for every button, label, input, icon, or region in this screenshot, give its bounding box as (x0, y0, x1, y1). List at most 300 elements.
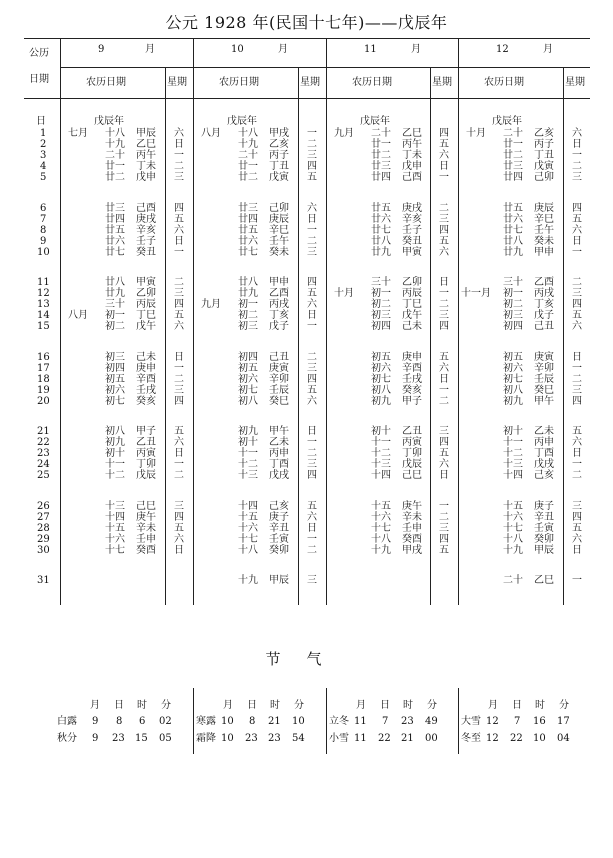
weekday: 六 (572, 533, 582, 545)
jieqi-month: 11 (354, 716, 367, 727)
jieqi-col-header: 时 (403, 700, 413, 711)
ganzhi: 甲寅 (136, 277, 156, 288)
lunar-day: 三十 (371, 277, 391, 288)
weekday-header: 星期 (167, 77, 187, 88)
jieqi-month: 12 (486, 716, 499, 727)
lunar-day: 廿九 (105, 288, 125, 300)
weekday: 二 (307, 139, 317, 151)
weekday: 日 (174, 139, 184, 151)
lunar-day: 廿六 (371, 213, 391, 225)
jieqi-col-header: 时 (270, 700, 280, 711)
weekday: 六 (174, 533, 184, 545)
lunar-day: 廿二 (503, 150, 523, 162)
month-label: 月 (411, 44, 421, 55)
lunar-day: 初二 (371, 299, 391, 311)
day-number: 18 (37, 373, 50, 385)
ganzhi: 乙丑 (402, 426, 422, 437)
lunar-day: 初一 (503, 288, 523, 300)
ganzhi: 辛巳 (269, 224, 289, 236)
weekday: 一 (307, 128, 317, 139)
weekday: 六 (572, 224, 582, 236)
lunar-day: 十八 (371, 533, 391, 545)
day-number: 31 (37, 575, 50, 586)
lunar-day: 廿五 (238, 224, 258, 236)
lunar-day: 初十 (371, 426, 391, 437)
jieqi-name: 小雪 (329, 733, 349, 744)
ganzhi: 辛亥 (136, 224, 156, 236)
ganzhi: 乙未 (269, 437, 289, 449)
weekday: 五 (307, 288, 317, 300)
lunar-day: 初八 (371, 384, 391, 396)
weekday: 五 (439, 544, 449, 556)
weekday: 六 (439, 459, 449, 471)
weekday: 二 (572, 470, 582, 482)
jieqi-name: 大雪 (461, 716, 481, 727)
jieqi-hour: 21 (401, 733, 414, 744)
lunar-day: 廿四 (371, 172, 391, 184)
ganzhi: 己巳 (402, 470, 422, 482)
lunar-day: 初七 (105, 395, 125, 407)
ganzhi: 戊戌 (534, 459, 554, 471)
month-number: 10 (231, 44, 244, 55)
day-number: 30 (37, 544, 50, 556)
lunar-day: 初一 (105, 310, 125, 322)
jieqi-day: 22 (378, 733, 391, 744)
jieqi-minute: 00 (425, 733, 438, 744)
jieqi-hour: 6 (139, 716, 146, 727)
lunar-date-header: 农历日期 (86, 77, 126, 88)
ganzhi: 戊午 (402, 310, 422, 322)
ganzhi: 己巳 (136, 500, 156, 512)
weekday: 五 (174, 213, 184, 225)
weekday: 五 (307, 384, 317, 396)
ganzhi: 戊戌 (269, 470, 289, 482)
ganzhi: 辛丑 (534, 511, 554, 523)
lunar-day: 初五 (371, 351, 391, 363)
day-number: 4 (40, 161, 47, 173)
lunar-day: 十一 (238, 448, 258, 460)
day-number: 27 (37, 511, 50, 523)
weekday: 三 (174, 172, 184, 184)
ganzhi: 己未 (402, 321, 422, 333)
weekday: 三 (307, 362, 317, 374)
weekday: 二 (572, 277, 582, 288)
ganzhi: 庚子 (534, 500, 554, 512)
jieqi-month: 12 (486, 733, 499, 744)
lunar-month-name: 七月 (68, 128, 88, 139)
ganzhi: 丁未 (402, 150, 422, 162)
lunar-day: 初四 (503, 321, 523, 333)
weekday: 三 (307, 150, 317, 162)
ganzhi: 丁丑 (269, 161, 289, 173)
lunar-month-name: 九月 (334, 128, 354, 139)
weekday: 三 (572, 172, 582, 184)
lunar-day: 初三 (371, 310, 391, 322)
weekday: 一 (572, 150, 582, 162)
header-gongli: 公历 (29, 48, 49, 59)
ganzhi: 乙亥 (534, 128, 554, 139)
ganzhi: 壬子 (402, 224, 422, 236)
weekday: 日 (307, 522, 317, 534)
day-number: 17 (37, 362, 50, 374)
jieqi-col-header: 月 (223, 700, 233, 711)
weekday: 二 (174, 277, 184, 288)
ganzhi: 壬辰 (269, 384, 289, 396)
ganzhi: 庚申 (136, 362, 156, 374)
weekday: 三 (307, 246, 317, 258)
lunar-day: 十五 (105, 522, 125, 534)
jieqi-divider (326, 688, 327, 754)
ganzhi: 己酉 (136, 202, 156, 214)
month-label: 月 (278, 44, 288, 55)
ganzhi: 壬午 (269, 235, 289, 247)
jieqi-name: 寒露 (196, 716, 216, 727)
lunar-day: 廿八 (238, 277, 258, 288)
lunar-day: 初十 (105, 448, 125, 460)
lunar-day: 初八 (238, 395, 258, 407)
day-number: 26 (37, 500, 50, 512)
lunar-day: 十四 (503, 470, 523, 482)
weekday: 五 (572, 426, 582, 437)
lunar-day: 初五 (503, 351, 523, 363)
month-number: 12 (496, 44, 509, 55)
ganzhi: 甲戌 (402, 544, 422, 556)
weekday: 三 (439, 522, 449, 534)
ganzhi: 己酉 (402, 172, 422, 184)
ganzhi: 辛未 (402, 511, 422, 523)
lunar-day: 廿三 (105, 202, 125, 214)
lunar-day: 十三 (238, 470, 258, 482)
ganzhi: 庚戌 (402, 202, 422, 214)
lunar-day: 初三 (503, 310, 523, 322)
ganzhi: 丁卯 (136, 459, 156, 471)
lunar-day: 廿八 (371, 235, 391, 247)
lunar-day: 十三 (105, 500, 125, 512)
lunar-day: 廿四 (105, 213, 125, 225)
lunar-year-label: 戊辰年 (492, 116, 522, 127)
ganzhi: 戊子 (269, 321, 289, 333)
weekday: 一 (439, 288, 449, 300)
weekday: 一 (439, 384, 449, 396)
ganzhi: 癸亥 (402, 384, 422, 396)
lunar-day: 初二 (238, 310, 258, 322)
ganzhi: 丁卯 (402, 448, 422, 460)
jieqi-name: 霜降 (196, 733, 216, 744)
lunar-day: 十七 (503, 522, 523, 534)
weekday-header: 星期 (565, 77, 585, 88)
ganzhi: 丁巳 (402, 299, 422, 311)
weekday: 三 (439, 310, 449, 322)
lunar-day: 初三 (238, 321, 258, 333)
weekday: 四 (572, 511, 582, 523)
lunar-day: 廿七 (105, 246, 125, 258)
lunar-day: 初九 (503, 395, 523, 407)
ganzhi: 丁亥 (534, 299, 554, 311)
day-number: 13 (37, 299, 50, 311)
jieqi-col-header: 日 (512, 700, 522, 711)
jieqi-month: 9 (92, 716, 99, 727)
lunar-day: 初六 (371, 362, 391, 374)
jieqi-minute: 54 (292, 733, 305, 744)
ganzhi: 庚寅 (534, 351, 554, 363)
weekday: 六 (307, 202, 317, 214)
lunar-day: 廿九 (503, 246, 523, 258)
ganzhi: 壬戌 (402, 373, 422, 385)
weekday: 四 (439, 437, 449, 449)
day-number: 7 (40, 213, 47, 225)
day-number: 5 (40, 172, 47, 184)
ganzhi: 癸丑 (402, 235, 422, 247)
day-number: 3 (40, 150, 47, 162)
weekday: 四 (307, 277, 317, 288)
col-divider (165, 67, 166, 605)
ganzhi: 丙戌 (534, 288, 554, 300)
lunar-day: 廿五 (105, 224, 125, 236)
day-number: 8 (40, 224, 47, 236)
lunar-month-name: 八月 (201, 128, 221, 139)
table-top-rule (24, 38, 590, 39)
ganzhi: 乙巳 (402, 128, 422, 139)
jieqi-month: 10 (221, 716, 234, 727)
lunar-day: 廿八 (503, 235, 523, 247)
weekday: 四 (572, 202, 582, 214)
lunar-date-header: 农历日期 (219, 77, 259, 88)
ganzhi: 己未 (136, 351, 156, 363)
lunar-day: 廿一 (238, 161, 258, 173)
weekday: 日 (439, 277, 449, 288)
ganzhi: 丙戌 (269, 299, 289, 311)
ganzhi: 丙寅 (402, 437, 422, 449)
jieqi-hour: 21 (268, 716, 281, 727)
ganzhi: 甲辰 (136, 128, 156, 139)
jieqi-title: 节气 (265, 650, 348, 668)
ganzhi: 丙午 (402, 139, 422, 151)
lunar-day: 二十 (503, 575, 523, 586)
weekday: 三 (174, 384, 184, 396)
jieqi-hour: 15 (135, 733, 148, 744)
weekday: 一 (439, 172, 449, 184)
jieqi-name: 冬至 (461, 733, 481, 744)
lunar-day: 廿九 (371, 246, 391, 258)
weekday: 五 (439, 448, 449, 460)
ganzhi: 甲午 (269, 426, 289, 437)
lunar-day: 十六 (371, 511, 391, 523)
lunar-day: 初八 (503, 384, 523, 396)
ganzhi: 乙卯 (136, 288, 156, 300)
lunar-year-label: 戊辰年 (227, 116, 257, 127)
weekday: 四 (307, 161, 317, 173)
lunar-day: 十九 (371, 544, 391, 556)
ganzhi: 丙申 (534, 437, 554, 449)
ganzhi: 己亥 (269, 500, 289, 512)
ganzhi: 甲寅 (402, 246, 422, 258)
lunar-day: 廿一 (371, 139, 391, 151)
ganzhi: 乙卯 (402, 277, 422, 288)
ganzhi: 丁亥 (269, 310, 289, 322)
weekday: 日 (307, 310, 317, 322)
weekday: 六 (174, 224, 184, 236)
weekday: 一 (572, 459, 582, 471)
ganzhi: 壬午 (534, 224, 554, 236)
jieqi-name: 秋分 (57, 733, 77, 744)
weekday: 五 (572, 213, 582, 225)
jieqi-col-header: 分 (161, 700, 171, 711)
ganzhi: 庚寅 (269, 362, 289, 374)
weekday: 六 (174, 321, 184, 333)
ganzhi: 戊申 (136, 172, 156, 184)
col-divider (326, 38, 327, 605)
lunar-day: 初四 (105, 362, 125, 374)
lunar-day: 十六 (238, 522, 258, 534)
ganzhi: 癸巳 (269, 395, 289, 407)
lunar-day: 初九 (105, 437, 125, 449)
ganzhi: 丙子 (269, 150, 289, 162)
weekday: 五 (174, 426, 184, 437)
jieqi-minute: 05 (159, 733, 172, 744)
weekday: 日 (572, 448, 582, 460)
ganzhi: 壬寅 (269, 533, 289, 545)
lunar-day: 廿四 (238, 213, 258, 225)
weekday: 一 (174, 150, 184, 162)
lunar-day: 十七 (238, 533, 258, 545)
ganzhi: 辛丑 (269, 522, 289, 534)
lunar-day: 十九 (105, 139, 125, 151)
weekday: 四 (174, 395, 184, 407)
weekday: 二 (439, 299, 449, 311)
lunar-day: 廿七 (238, 246, 258, 258)
jieqi-hour: 10 (533, 733, 546, 744)
ganzhi: 戊申 (402, 161, 422, 173)
weekday: 四 (307, 373, 317, 385)
lunar-day: 十七 (371, 522, 391, 534)
lunar-day: 初七 (503, 373, 523, 385)
ganzhi: 辛酉 (402, 362, 422, 374)
lunar-day: 廿三 (503, 161, 523, 173)
jieqi-col-header: 时 (535, 700, 545, 711)
month-number: 9 (98, 44, 105, 55)
weekday: 日 (307, 426, 317, 437)
ganzhi: 甲午 (534, 395, 554, 407)
weekday: 二 (307, 235, 317, 247)
jieqi-minute: 10 (292, 716, 305, 727)
ganzhi: 壬子 (136, 235, 156, 247)
lunar-day: 廿二 (371, 150, 391, 162)
ganzhi: 乙酉 (534, 277, 554, 288)
weekday: 五 (439, 351, 449, 363)
lunar-day: 十二 (105, 470, 125, 482)
ganzhi: 癸卯 (269, 544, 289, 556)
weekday: 二 (572, 161, 582, 173)
weekday: 日 (174, 448, 184, 460)
lunar-month-name: 十月 (334, 288, 354, 300)
day-number: 9 (40, 235, 47, 247)
ganzhi: 甲辰 (534, 544, 554, 556)
weekday: 二 (307, 351, 317, 363)
lunar-day: 初四 (238, 351, 258, 363)
lunar-day: 初七 (371, 373, 391, 385)
lunar-day: 初五 (105, 373, 125, 385)
weekday: 五 (307, 500, 317, 512)
weekday: 四 (439, 533, 449, 545)
ganzhi: 丙辰 (402, 288, 422, 300)
weekday: 四 (439, 321, 449, 333)
ganzhi: 癸未 (534, 235, 554, 247)
ganzhi: 壬申 (136, 533, 156, 545)
day-number: 15 (37, 321, 50, 333)
lunar-month-name: 十一月 (461, 288, 491, 300)
day-number: 22 (37, 437, 50, 449)
day-number: 23 (37, 448, 50, 460)
lunar-day: 十三 (503, 459, 523, 471)
lunar-day: 十八 (238, 128, 258, 139)
weekday: 四 (174, 299, 184, 311)
lunar-day: 初二 (105, 321, 125, 333)
jieqi-minute: 17 (557, 716, 570, 727)
ganzhi: 癸卯 (534, 533, 554, 545)
ganzhi: 庚午 (402, 500, 422, 512)
weekday: 二 (439, 395, 449, 407)
lunar-day: 初三 (105, 351, 125, 363)
jieqi-col-header: 分 (427, 700, 437, 711)
day-number: 10 (37, 246, 50, 258)
weekday: 二 (439, 511, 449, 523)
ganzhi: 丁未 (136, 161, 156, 173)
ganzhi: 丙辰 (136, 299, 156, 311)
lunar-date-header: 农历日期 (352, 77, 392, 88)
lunar-day: 十二 (238, 459, 258, 471)
day-number: 11 (37, 277, 50, 288)
month-label: 月 (543, 44, 553, 55)
weekday: 四 (174, 511, 184, 523)
ganzhi: 丁巳 (136, 310, 156, 322)
jieqi-hour: 23 (268, 733, 281, 744)
weekday: 五 (174, 310, 184, 322)
jieqi-day: 23 (245, 733, 258, 744)
jieqi-name: 立冬 (329, 716, 349, 727)
ganzhi: 丙子 (534, 139, 554, 151)
lunar-day: 十七 (105, 544, 125, 556)
lunar-day: 十四 (371, 470, 391, 482)
weekday: 六 (439, 362, 449, 374)
weekday: 二 (439, 202, 449, 214)
weekday: 六 (174, 437, 184, 449)
jieqi-col-header: 日 (380, 700, 390, 711)
weekday: 一 (439, 500, 449, 512)
lunar-day: 十四 (105, 511, 125, 523)
weekday: 二 (307, 544, 317, 556)
weekday-header: 星期 (432, 77, 452, 88)
lunar-day: 廿七 (503, 224, 523, 236)
weekday: 三 (439, 213, 449, 225)
col-divider (298, 67, 299, 605)
weekday: 一 (174, 246, 184, 258)
weekday: 三 (174, 500, 184, 512)
jieqi-month: 9 (92, 733, 99, 744)
weekday: 日 (439, 373, 449, 385)
jieqi-hour: 16 (533, 716, 546, 727)
weekday: 日 (572, 139, 582, 151)
lunar-month-name: 十月 (466, 128, 486, 139)
ganzhi: 丙寅 (136, 448, 156, 460)
lunar-day: 廿五 (371, 202, 391, 214)
lunar-day: 十九 (238, 139, 258, 151)
lunar-day: 三十 (105, 299, 125, 311)
jieqi-minute: 49 (425, 716, 438, 727)
jieqi-divider (193, 688, 194, 754)
day-number: 29 (37, 533, 50, 545)
ganzhi: 甲子 (402, 395, 422, 407)
ganzhi: 甲戌 (269, 128, 289, 139)
